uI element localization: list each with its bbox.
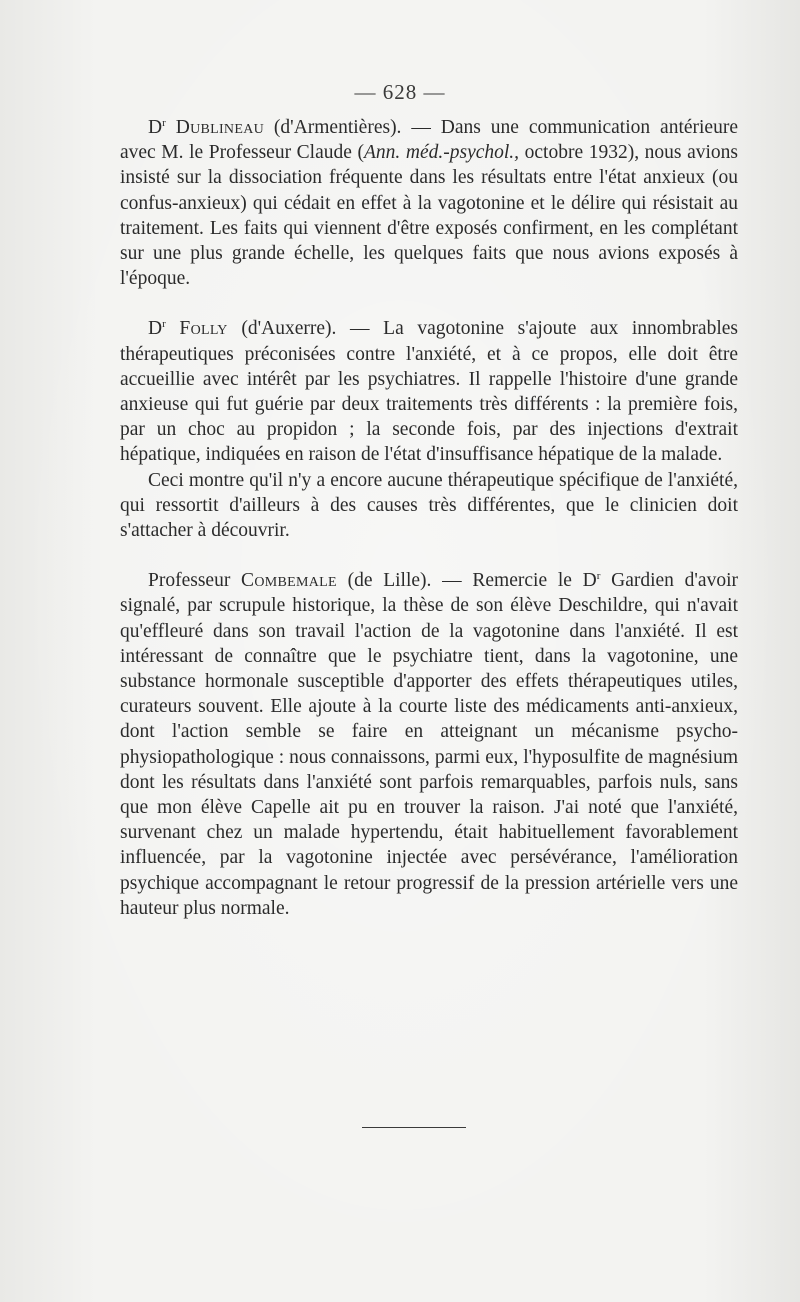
speaker-name: Folly <box>179 318 228 340</box>
inline-sup: r <box>596 570 601 583</box>
speaker-name: Combemale <box>241 570 337 592</box>
paragraph-dublineau <box>120 115 738 291</box>
section-rule <box>362 1127 466 1128</box>
paragraph-text-lead: Remercie le D <box>472 570 597 592</box>
paragraph-text: Ceci montre qu'il n'y a encore aucune thérapeutique spécifique de l'anxiété, qui ressortit d'ailleurs à des causes très différentes, que le clinicien doit s'attacher à découvrir. <box>120 469 738 542</box>
paragraph-text: La vagotonine s'ajoute aux innombrables thérapeutiques préconisées contre l'anxiété, et à ce propos, elle doit être accueillie avec intérêt par les psychiatres. Il rappelle l'histoire d'une grande anxieuse qui fut guérie par deux traitements très différents : la première fois, par un choc au propidon ; la seconde fois, par des injections d'extrait hépatique, indiquées en raison de l'état d'insuffisance hépatique de la malade. <box>120 318 739 466</box>
paragraph-text: Gardien d'avoir signalé, par scrupule historique, la thèse de son élève Deschildre, qui n'avait qu'effleuré dans son travail l'action de la vagotonine dans l'anxiété. Il est intéressant de connaître que le psychiatre tient, dans la vagotonine, une substance hormonale susceptible d'apporter des effets thérapeutiques utiles, curateurs souvent. Elle ajoute à la courte liste des médicaments anti-anxieux, dont l'action semble se faire en atteignant un mécanisme psycho-physiopathologique : nous connaissons, parmi eux, l'hyposulfite de magnésium dont les résultats dans l'anxiété sont parfois remarquables, parfois nuls, sans que mon élève Capelle ait pu en trouver la raison. J'ai noté que l'anxiété, survenant chez un malade hypertendu, était habituellement favorablement influencée, par la vagotonine injectée avec persévérance, l'amélioration psychique accompagnant le retour progressif de la pression artérielle vers une hauteur plus normale. <box>120 570 738 919</box>
speaker-place: (d'Armentières). — <box>264 117 441 138</box>
paragraph-text: octobre 1932), nous avions insisté sur la dissociation fréquente dans les résultats entre l'état anxieux (ou confus-anxieux) qui cédait en effet à la vagotonine et le délire qui résistait au traitement. Les faits qui viennent d'être exposés confirment, en les complétant sur une plus grande échelle, les quelques faits que nous avions exposés à l'époque. <box>120 142 739 290</box>
paragraph-combemale <box>120 568 738 921</box>
speaker-place: (d'Auxerre). — <box>227 318 384 340</box>
speaker-title: D <box>148 318 163 340</box>
speaker-title-sup: r <box>162 318 166 331</box>
speaker-place: (de Lille). — <box>336 570 473 592</box>
speaker-title: Professeur <box>148 570 242 592</box>
paragraph-text-lead: Dans une communication antérieure avec M. le Professeur Claude ( <box>120 117 738 164</box>
journal-citation: Ann. méd.-psychol., <box>364 142 520 164</box>
body-text <box>120 115 738 921</box>
paragraph-folly <box>120 316 738 467</box>
speaker-title: D <box>148 117 163 138</box>
speaker-title-sup: r <box>162 117 166 129</box>
page-number: — 628 — <box>354 80 446 104</box>
paragraph-ceci <box>120 468 738 544</box>
speaker-name: Dublineau <box>175 117 265 138</box>
